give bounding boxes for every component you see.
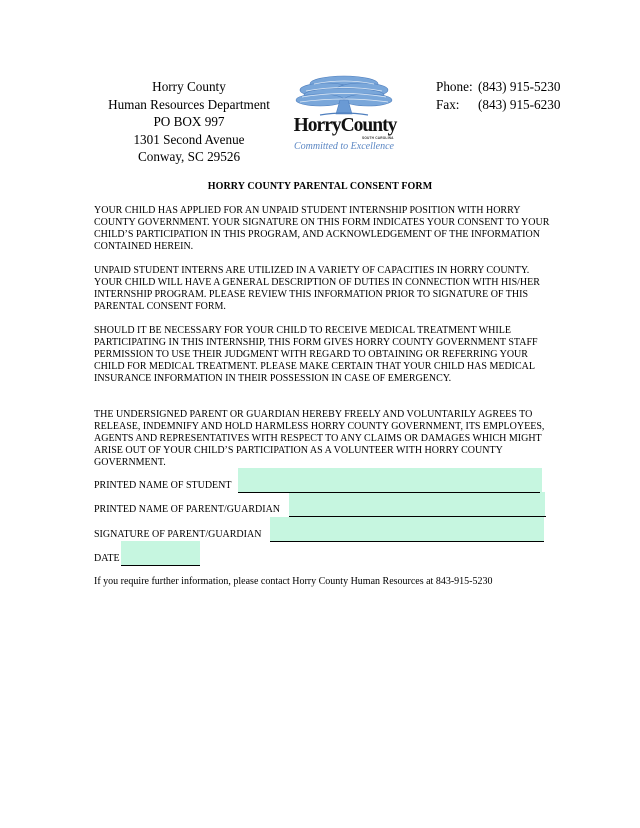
medical-paragraph: SHOULD IT BE NECESSARY FOR YOUR CHILD TO RECEIVE MEDICAL TREATMENT WHILE PARTICIPATING IN THIS INTERNSHIP, THIS FORM GIVES HORRY COUNTY GOVERNMENT STAFF PERMISSION TO USE THEIR JUDGMENT WITH REGARD TO OBTAINING OR REFERRING YOUR CHILD FOR MEDICAL TREATMENT. PLEASE MAKE CERTAIN THAT YOUR CHILD HAS MEDICAL INSURANCE INFORMATION IN THEIR POSSESSION IN CASE OF EMERGENCY. [94,325,538,384]
date-field [94,553,200,567]
student-name-field [94,480,540,494]
footer-note: If you require further information, please contact Horry County Human Resources at 843-915-5230 [94,576,493,587]
parent-name-label: PRINTED NAME OF PARENT/GUARDIAN [94,504,281,515]
consent-paragraph: YOUR CHILD HAS APPLIED FOR AN UNPAID STUDENT INTERNSHIP POSITION WITH HORRY COUNTY GOVERNMENT. YOUR SIGNATURE ON THIS FORM INDICATES YOUR CONSENT TO YOUR CHILD’S PARTICIPATION IN THIS PROGRAM, AND ACKNOWLEDGEMENT OF THE INFORMATION CONTAINED HEREIN. [94,205,550,252]
parent-name-field [94,504,546,518]
logo-brand-text: HorryCounty [293,115,397,136]
logo-tagline: Committed to Excellence [294,141,394,152]
return-address [104,78,274,166]
date-underline [121,564,200,566]
address-line: Horry County [152,79,226,94]
fax-label: Fax: [436,96,460,112]
release-paragraph: THE UNDERSIGNED PARENT OR GUARDIAN HEREBY FREELY AND VOLUNTARILY AGREES TO RELEASE, INDEMNIFY AND HOLD HARMLESS HORRY COUNTY GOVERNMENT, ITS EMPLOYEES, AGENTS AND REPRESENTATIVES WITH RESPECT TO ANY CLAIMS OR DAMAGES WHICH MIGHT ARISE OUT OF YOUR CHILD’S PARTICIPATION AS A VOLUNTEER WITH HORRY COUNTY GOVERNMENT. [94,409,545,468]
address-line: Human Resources Department [108,96,270,112]
parent-signature-underline [270,540,544,542]
phone-row [436,78,560,96]
parent-signature-field [94,529,544,543]
student-name-label: PRINTED NAME OF STUDENT [94,480,232,491]
horry-county-logo [284,74,404,156]
duties-paragraph: UNPAID STUDENT INTERNS ARE UTILIZED IN A VARIETY OF CAPACITIES IN HORRY COUNTY. YOUR CHILD WILL HAVE A GENERAL DESCRIPTION OF DUTIES IN CONNECTION WITH HIS/HER INTERNSHIP PROGRAM. PLEASE REVIEW THIS INFORMATION PRIOR TO SIGNATURE OF THIS PARENTAL CONSENT FORM. [94,265,540,312]
form-title: HORRY COUNTY PARENTAL CONSENT FORM [207,181,433,192]
student-name-underline [238,491,540,493]
fax-number: (843) 915-6230 [478,96,561,112]
address-line: PO BOX 997 [153,114,225,129]
fax-row [436,96,560,114]
address-line: 1301 Second Avenue [133,131,245,147]
contact-info [436,78,560,113]
phone-number: (843) 915-5230 [478,79,561,94]
logo-state-text: SOUTH CAROLINA [362,136,394,140]
phone-label: Phone: [436,79,473,94]
parent-signature-label: SIGNATURE OF PARENT/GUARDIAN [94,529,262,540]
address-line: Conway, SC 29526 [137,149,241,164]
date-label: DATE [94,553,120,564]
parent-name-underline [289,515,546,517]
